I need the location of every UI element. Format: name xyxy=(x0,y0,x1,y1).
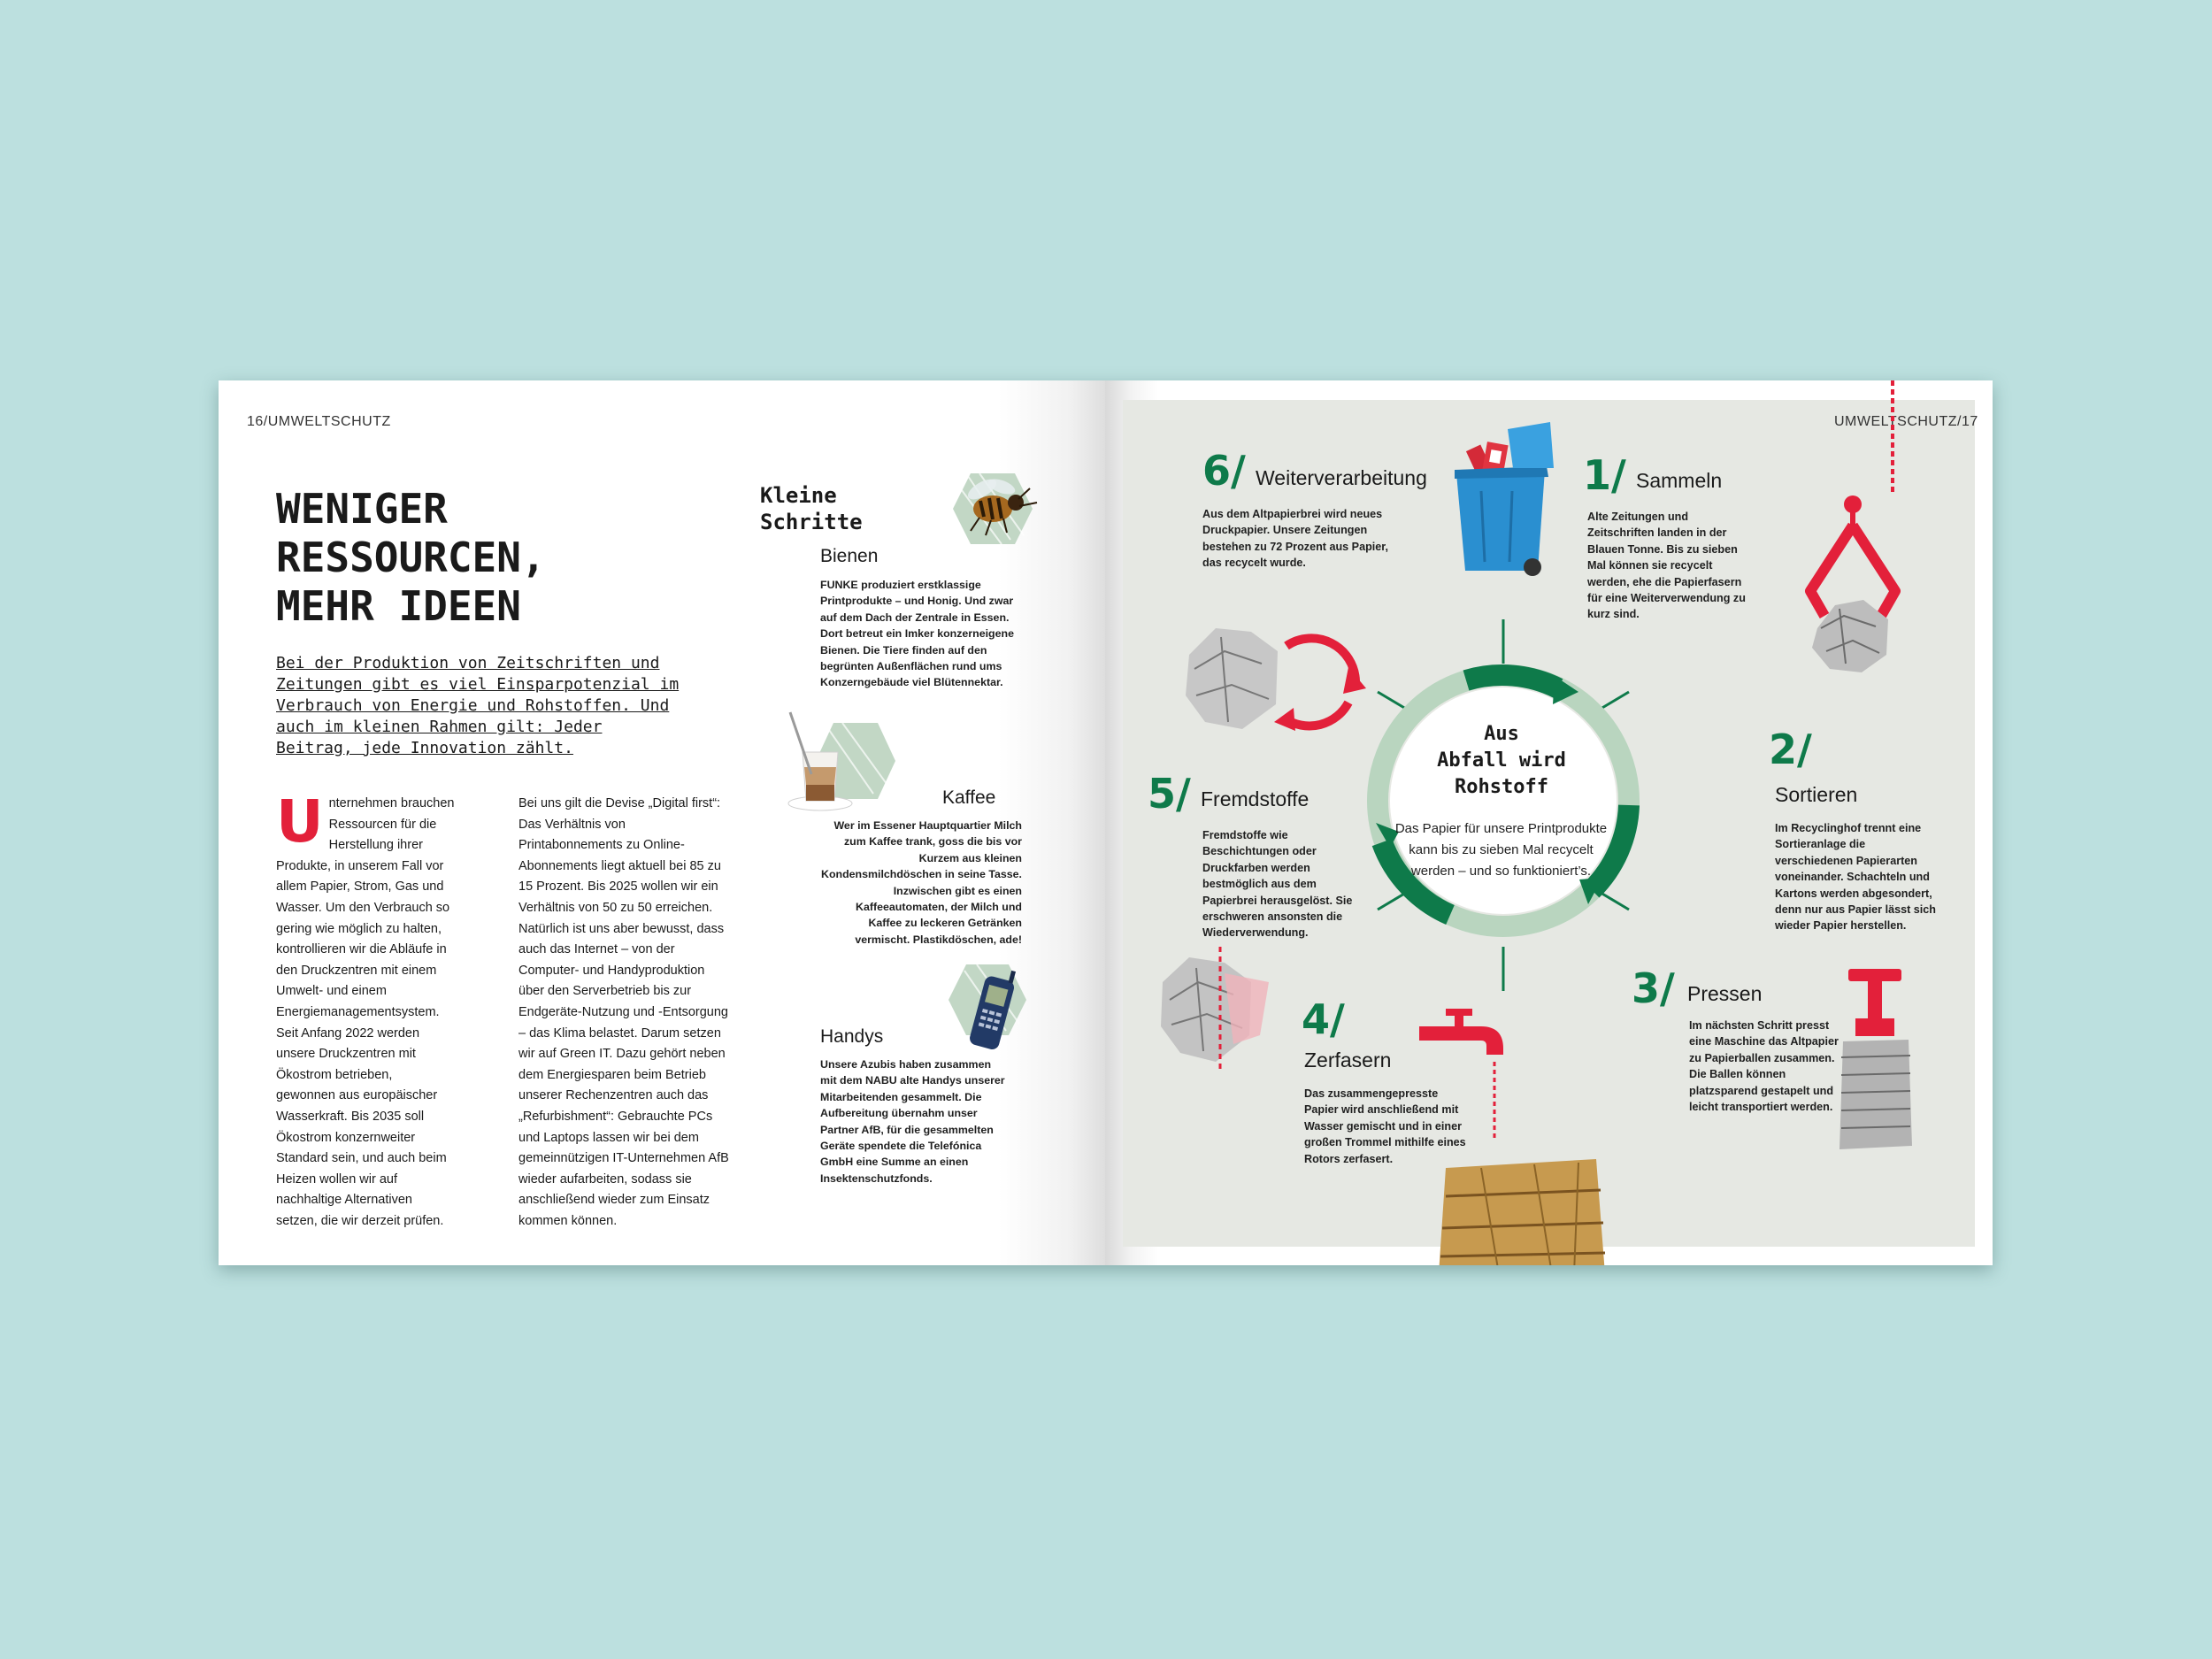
claw-grabber-illustration xyxy=(1791,495,1915,708)
magazine-spread xyxy=(219,380,1993,1265)
body-column-1-text: nternehmen brauchen Ressourcen für die Herstellung ihrer Produkte, in unserem Fall vor allem Papier, Strom, Gas und Wasser. Um den Verbrauch so gering wie möglich zu halten, kontrollieren wir die Abläufe in den Druckzentren mit einem Umwelt- und einem Energiemanagementsystem. Seit Anfang 2022 werden unsere Druckzentren mit Ökostrom betrieben, gewonnen aus europäischer Wasserkraft. Bis 2035 soll Ökostrom konzernweiter Standard sein, und auch beim Heizen wollen wir auf nachhaltige Alternativen setzen, die wir derzeit prüfen. xyxy=(276,796,455,1228)
bienen-text: FUNKE produziert erstklassige Printprodukte – und Honig. Und zwar auf dem Dach der Zentrale in Essen. Dort betreut ein Imker konzerneigene Bienen. Die Tiere finden auf den begrünten Außenflächen rund ums Konzerngebäude viel Blütennektar. xyxy=(820,579,1014,689)
step-3-number: 3/ xyxy=(1632,964,1675,1012)
page-title: WENIGER RESSOURCEN, MEHR IDEEN xyxy=(276,485,546,630)
step-4-title: Zerfasern xyxy=(1304,1048,1392,1071)
bee-illustration xyxy=(931,460,1055,557)
step-3-text: Im nächsten Schritt presst eine Maschine das Altpapier zu Papierballen zusammen. Die Ballen können platzsparend gestapelt und leicht transportiert werden. xyxy=(1689,1019,1839,1114)
press-bales-illustration xyxy=(1831,969,1937,1155)
step-6-title: Weiterverarbeitung xyxy=(1256,466,1427,489)
body-column-2: Bei uns gilt die Devise „Digital first“: Das Verhältnis von Printabonnements zu Online-Abonnements liegt aktuell bei 85 zu 15 Prozent. Bis 2025 wollen wir ein Verhältnis von 50 zu 50 erreichen. Natürlich ist uns aber bewusst, dass auch das Internet – von der Computer- und Handyproduktion über den Serverbetrieb bis zur Endgeräte-Nutzung und -Entsorgung – das Klima belastet. Darum setzen wir auf Green IT. Dazu gehört neben dem Energiesparen beim Betrieb unserer Rechenzentren auch das „Refurbishment“: Gebrauchte PCs und Laptops lassen wir bei dem gemeinnützigen IT-Unternehmen AfB wieder aufarbeiten, sodass sie anschließend wieder zum Einsatz kommen können. xyxy=(518,796,729,1228)
recycling-cycle-diagram xyxy=(1326,619,1680,991)
drop-cap: U xyxy=(276,787,324,856)
step-2-title: Sortieren xyxy=(1775,783,1858,806)
step-5-number: 5/ xyxy=(1148,770,1191,818)
crumpled-paper-illustration xyxy=(1154,947,1286,1071)
mobile-phone-illustration xyxy=(931,960,1037,1057)
step-1-title: Sammeln xyxy=(1636,469,1723,492)
coffee-glass-illustration xyxy=(785,712,900,818)
left-page xyxy=(219,380,1105,1265)
blue-bin-illustration xyxy=(1446,420,1561,580)
sidebar-title xyxy=(760,482,863,535)
cycle-title-line3: Rohstoff xyxy=(1455,776,1548,798)
cycle-title-line2: Abfall wird xyxy=(1437,749,1566,772)
cycle-title-line1: Aus xyxy=(1484,723,1519,745)
step-5-text: Fremdstoffe wie Beschichtungen oder Druckfarben werden bestmöglich aus dem Papierbrei herausgelöst. Sie erschweren ansonsten die Wiederverwendung. xyxy=(1202,829,1353,940)
step-1-text: Alte Zeitungen und Zeitschriften landen in der Blauen Tonne. Bis zu sieben Mal können sie recycelt werden, ehe die Papierfasern für eine Weiterverwendung zu kurz sind. xyxy=(1587,511,1746,621)
rope-line xyxy=(1884,380,1901,495)
step-3-title: Pressen xyxy=(1687,982,1763,1005)
right-page xyxy=(1105,380,1993,1265)
step-6-number: 6/ xyxy=(1202,447,1246,495)
step-2-text: Im Recyclinghof trennt eine Sortieranlage die verschiedenen Papierarten voneinander. Schachteln und Kartons werden abgesondert, denn nur aus Papier lässt sich wieder Papier herstellen. xyxy=(1775,822,1936,933)
step-1-number: 1/ xyxy=(1583,451,1626,499)
cycle-description: Das Papier für unsere Printprodukte kann bis zu sieben Mal recycelt werden – und so funktioniert’s. xyxy=(1394,821,1608,879)
cycle-title xyxy=(1404,721,1599,801)
bienen-heading: Bienen xyxy=(820,546,879,566)
kaffee-text: Wer im Essener Hauptquartier Milch zum Kaffee trank, goss die bis vor Kurzem aus kleinen Kondensmilchdöschen in seine Tasse. Inzwischen gibt es einen Kaffeeautomaten, der Milch und Kaffee zu leckeren Getränken vermischt. Plastikdöschen, ade! xyxy=(821,819,1022,946)
handys-text: Unsere Azubis haben zusammen mit dem NABU alte Handys unserer Mitarbeitenden gesammelt. Die Aufbereitung übernahm unser Partner AfB, für die gesammelten Geräte spendete die Telefónica GmbH eine Summe an einen Insektenschutzfonds. xyxy=(820,1058,1005,1185)
kaffee-heading: Kaffee xyxy=(942,787,996,808)
handys-heading: Handys xyxy=(820,1026,884,1047)
step-5-title: Fremdstoffe xyxy=(1201,787,1310,810)
sidebar-title-line2: Schritte xyxy=(760,510,863,534)
left-folio: 16/UMWELTSCHUTZ xyxy=(247,414,391,429)
step-4-text: Das zusammengepresste Papier wird anschließend mit Wasser gemischt und in einer großen Trommel mithilfe eines Rotors zerfasert. xyxy=(1304,1087,1466,1165)
paper-recycle-arrows-illustration xyxy=(1180,619,1375,743)
body-column-1 xyxy=(276,787,455,1232)
right-folio: UMWELTSCHUTZ/17 xyxy=(1834,414,1978,429)
step-4-number: 4/ xyxy=(1302,995,1345,1043)
step-2-number: 2/ xyxy=(1769,726,1812,773)
step-6-text: Aus dem Altpapierbrei wird neues Druckpapier. Unsere Zeitungen bestehen zu 72 Prozent aus Papier, das recycelt wurde. xyxy=(1202,508,1388,570)
lead-text: Bei der Produktion von Zeitschriften und Zeitungen gibt es viel Einsparpotenzial im Verbrauch von Energie und Rohstoffen. Und auch im kleinen Rahmen gilt: Jeder Beitrag, jede Innovation zählt. xyxy=(276,654,680,757)
sidebar-title-line1: Kleine xyxy=(760,483,837,508)
